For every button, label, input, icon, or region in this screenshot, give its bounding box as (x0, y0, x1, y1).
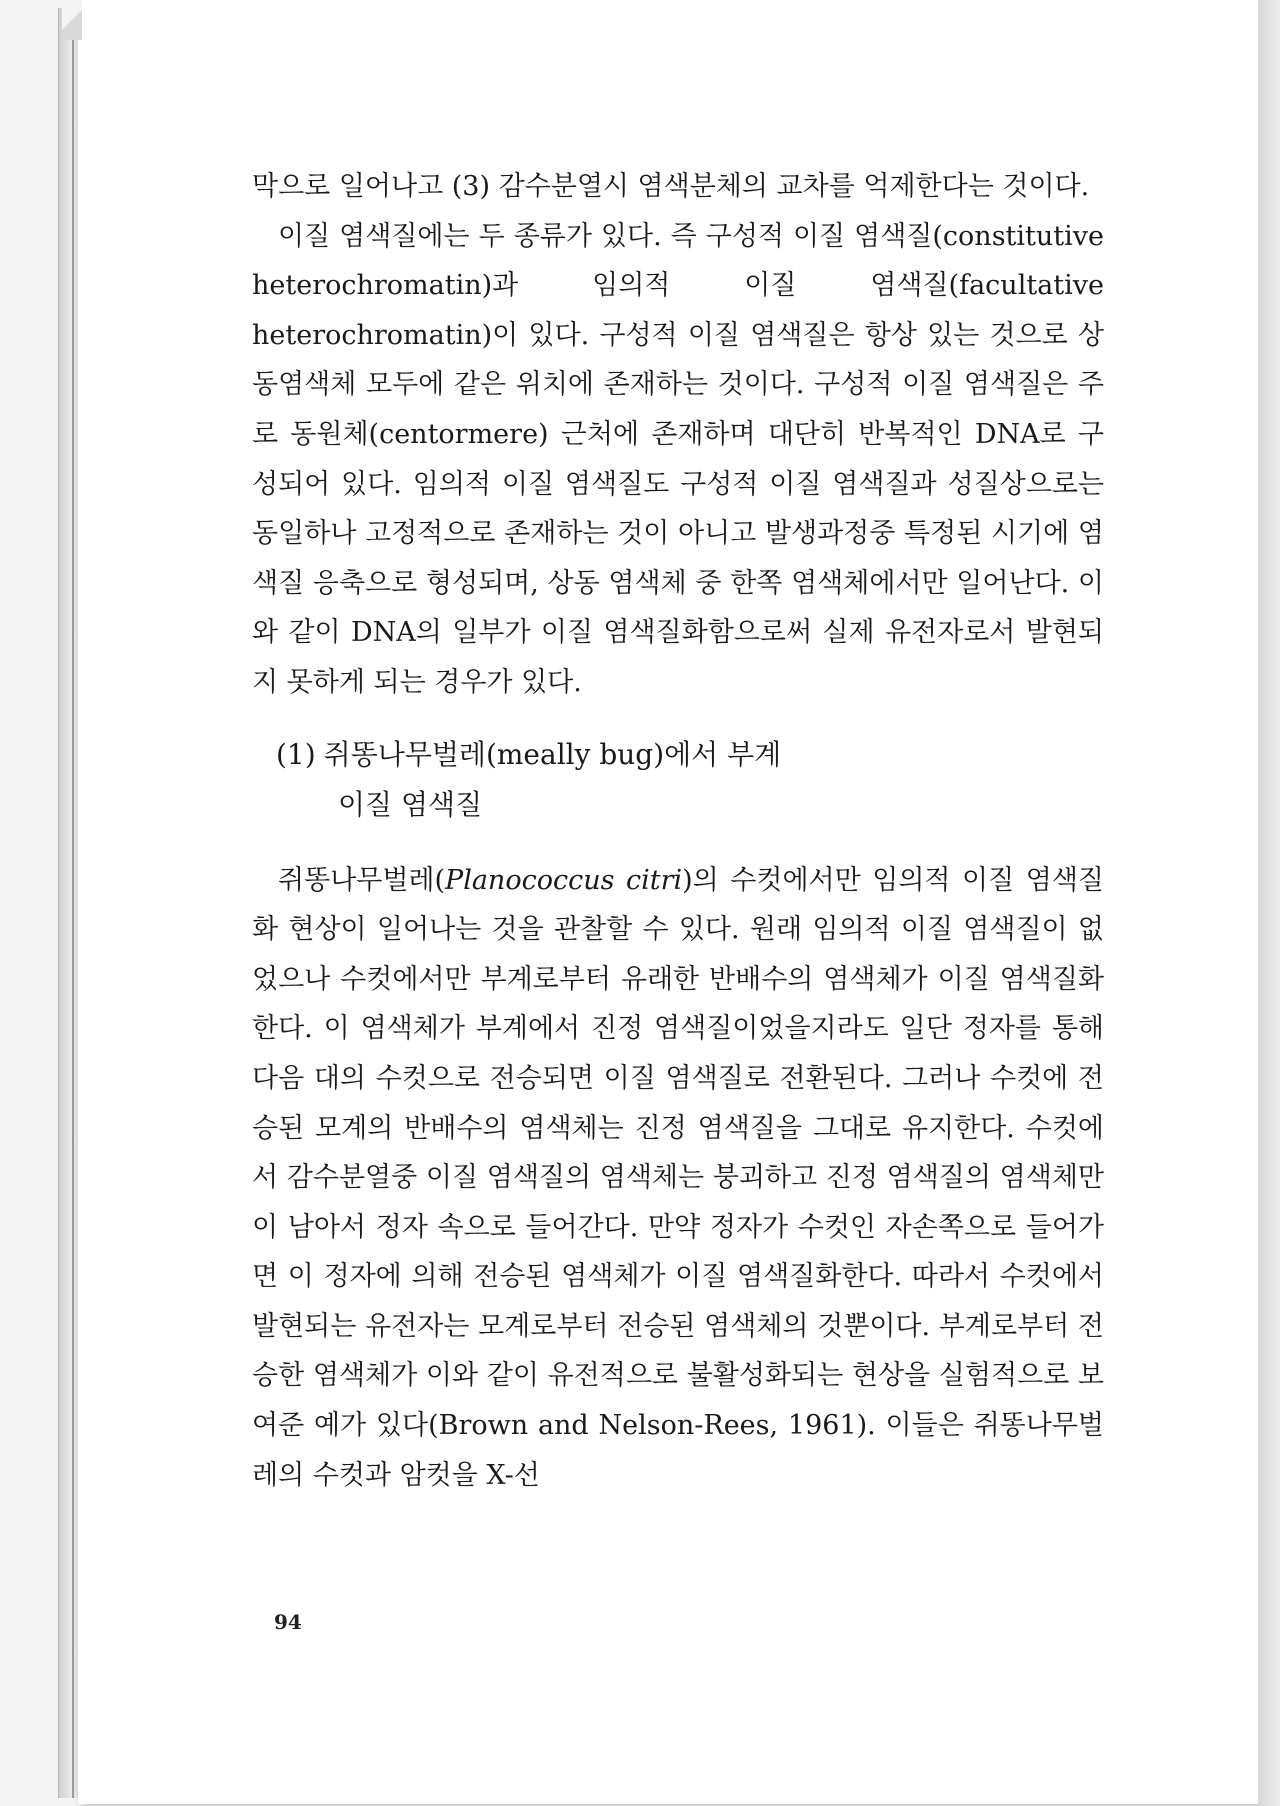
page-right-edge (1258, 0, 1280, 1806)
page-corner-fold (62, 0, 82, 40)
paragraph-3-prefix: 쥐똥나무벌레( (278, 864, 446, 896)
section-title-line-2: 이질 염색질 (338, 787, 483, 821)
page-number: 94 (274, 1610, 302, 1634)
paragraph-1: 막으로 일어나고 (3) 감수분열시 염색분체의 교차를 억제한다는 것이다. (252, 171, 1090, 202)
section-number: (1) (276, 737, 316, 771)
paragraph-2: 이질 염색질에는 두 종류가 있다. 즉 구성적 이질 염색질(constitutive heterochromatin)과 임의적 이질 염색질(facultative heterochromatin)이 있다. 구성적 이질 염색질은 항상 있는 것으로 상동염색체 모두에 같은 위치에 존재하는 것이다. 구성적 이질 염색질은 주로 동원체(centormere) 근처에 존재하며 대단히 반복적인 DNA로 구성되어 있다. 임의적 이질 염색질도 구성적 이질 염색질과 성질상으로는 동일하나 고정적으로 존재하는 것이 아니고 발생과정중 특정된 시기에 염색질 응축으로 형성되며, 상동 염색체 중 한쪽 염색체에서만 일어난다. 이와 같이 DNA의 일부가 이질 염색질화함으로써 실제 유전자로서 발현되지 못하게 되는 경우가 있다. (252, 220, 1104, 698)
spine-edge (72, 8, 74, 1798)
species-name: Planococcus citri (445, 864, 683, 896)
page-text (252, 162, 1104, 1500)
paragraph-3 (252, 856, 1104, 1501)
section-heading (276, 730, 1104, 830)
paragraph-3-body: )의 수컷에서만 임의적 이질 염색질화 현상이 일어나는 것을 관찰할 수 있다. 원래 임의적 이질 염색질이 없었으나 수컷에서만 부계로부터 유래한 반배수의 염색체가 이질 염색질화한다. 이 염색체가 부계에서 진정 염색질이었을지라도 일단 정자를 통해 다음 대의 수컷으로 전승되면 이질 염색질로 전환된다. 그러나 수컷에 전승된 모계의 반배수의 염색체는 진정 염색질을 그대로 유지한다. 수컷에서 감수분열중 이질 염색질의 염색체는 붕괴하고 진정 염색질의 염색체만이 남아서 정자 속으로 들어간다. 만약 정자가 수컷인 자손쪽으로 들어가면 이 정자에 의해 전승된 염색체가 이질 염색질화한다. 따라서 수컷에서 발현되는 유전자는 모계로부터 전승된 염색체의 것뿐이다. 부계로부터 전승한 염색체가 이와 같이 유전적으로 불활성화되는 현상을 실험적으로 보여준 예가 있다(Brown and Nelson-Rees, 1961). 이들은 쥐똥나무벌레의 수컷과 암컷을 X-선 (252, 864, 1105, 1491)
section-title-line-1: 쥐똥나무벌레(meally bug)에서 부계 (323, 737, 782, 771)
